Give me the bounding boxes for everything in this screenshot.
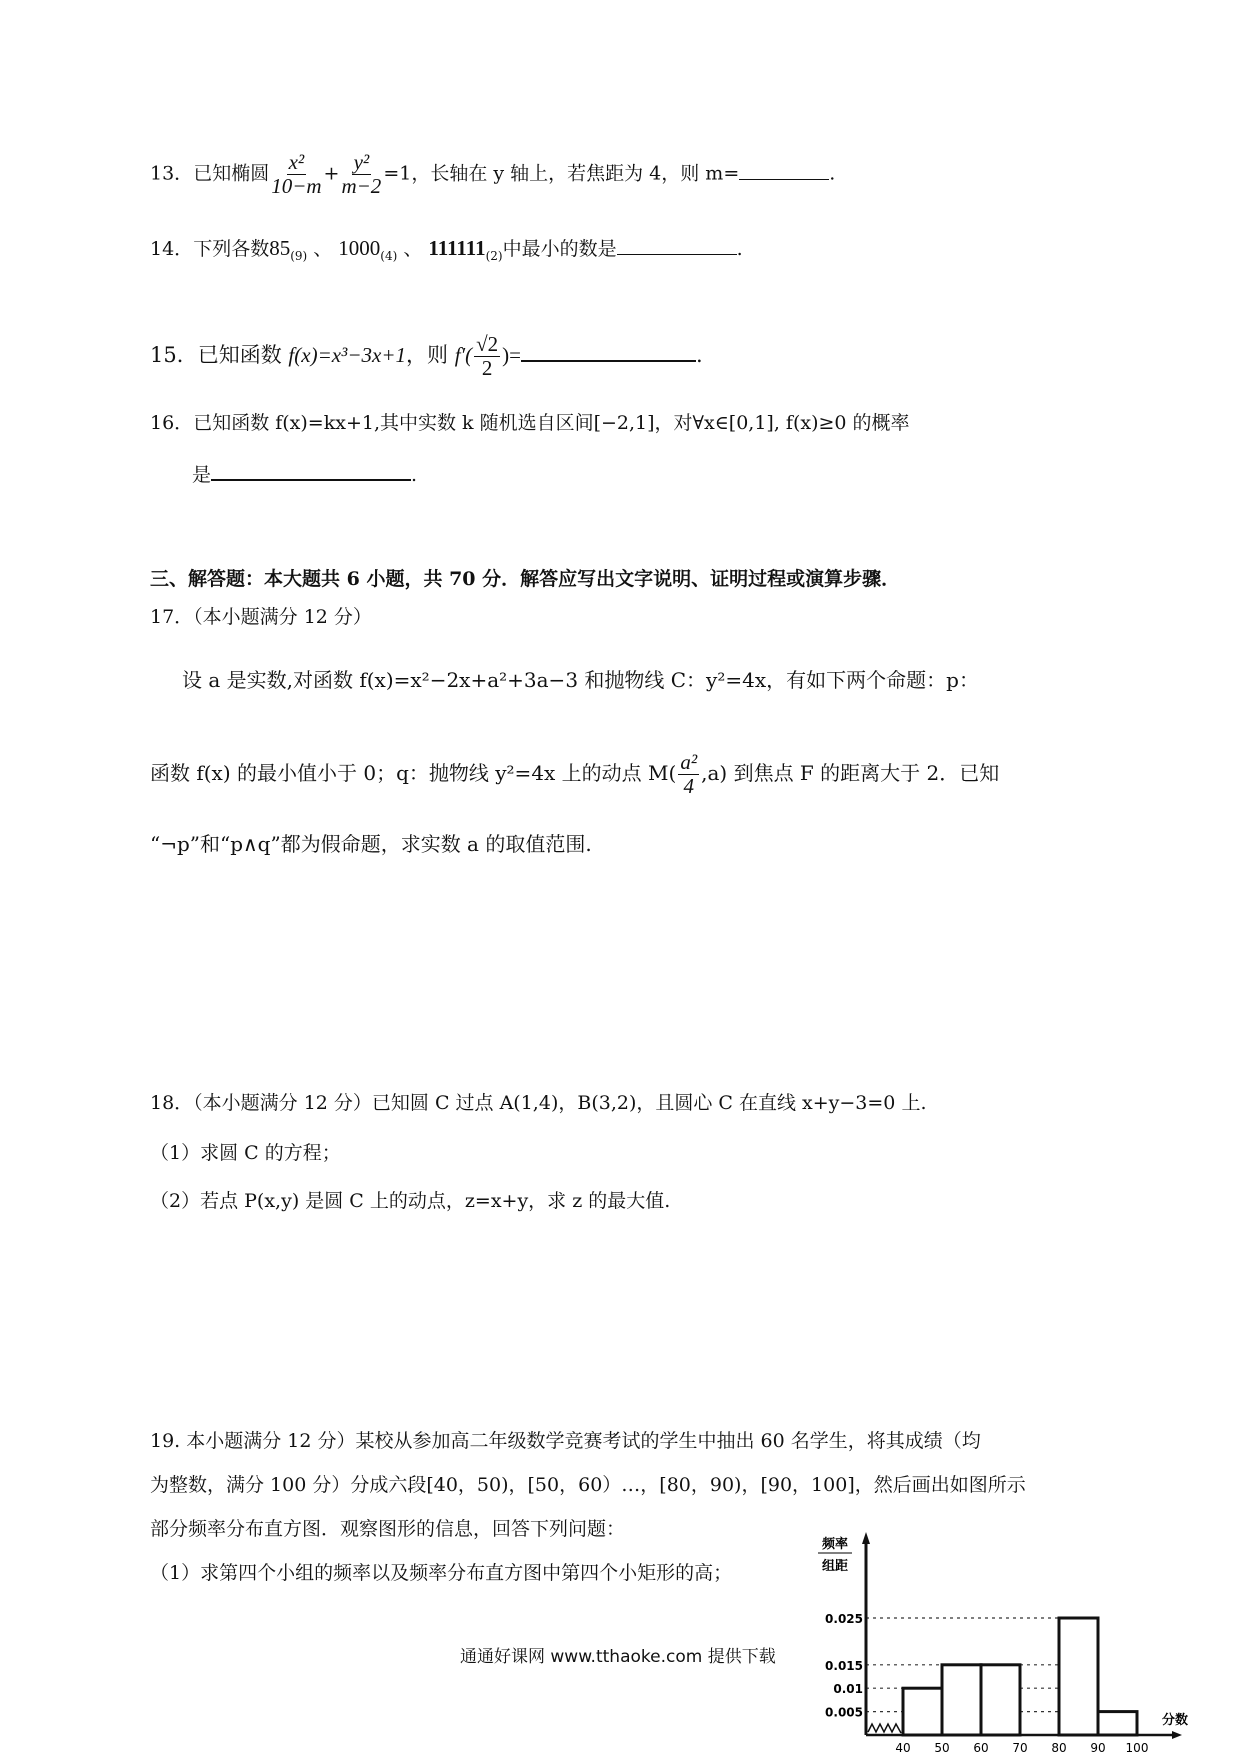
question-17-line3: “¬p”和“p∧q”都为假命题，求实数 a 的取值范围. bbox=[150, 832, 592, 856]
x-label: 分数 bbox=[1162, 1713, 1189, 1728]
period: . bbox=[829, 162, 836, 185]
denominator: 2 bbox=[481, 356, 493, 380]
x-tick-label: 60 bbox=[973, 1741, 989, 1754]
y-axis-arrow bbox=[862, 1532, 870, 1544]
y-label-top: 频率 bbox=[821, 1537, 849, 1552]
q-text: 已知椭圆 bbox=[193, 162, 270, 185]
formula: )= bbox=[502, 343, 521, 367]
q-text: 已知函数 f(x)=kx+1,其中实数 k 随机选自区间[−2,1]，对∀x∈[0,1], f(x)≥0 的概率 bbox=[193, 412, 910, 434]
base: (4) bbox=[380, 248, 398, 263]
question-17-header: 17．（本小题满分 12 分） bbox=[150, 606, 372, 628]
fraction bbox=[678, 752, 699, 797]
question-16-line2 bbox=[192, 466, 417, 485]
question-18-part1: （1）求圆 C 的方程； bbox=[150, 1142, 341, 1164]
x-axis-arrow bbox=[1172, 1731, 1182, 1739]
section-heading: 三、解答题：本大题共 6 小题，共 70 分．解答应写出文字说明、证明过程或演算步骤． bbox=[150, 568, 901, 590]
q-text: 已知函数 bbox=[197, 343, 282, 367]
histogram-bar bbox=[1059, 1618, 1098, 1735]
x-tick-label: 80 bbox=[1051, 1741, 1067, 1754]
q-text: ，则 bbox=[406, 343, 449, 367]
answer-blank[interactable] bbox=[617, 254, 737, 255]
base: (9) bbox=[290, 248, 308, 263]
x-tick-label: 50 bbox=[934, 1741, 950, 1754]
y-tick-label: 0.005 bbox=[825, 1705, 863, 1720]
question-15 bbox=[150, 334, 703, 379]
fraction bbox=[474, 334, 500, 379]
answer-blank[interactable] bbox=[521, 360, 696, 362]
sep: 、 bbox=[397, 238, 423, 260]
histogram-bar bbox=[981, 1665, 1020, 1735]
number: 1000 bbox=[338, 236, 381, 260]
fraction bbox=[271, 152, 321, 197]
y-tick-label: 0.01 bbox=[833, 1682, 863, 1697]
fraction bbox=[341, 152, 381, 197]
y-label-bottom: 组距 bbox=[821, 1559, 849, 1574]
histogram-bar bbox=[903, 1688, 942, 1735]
q-text: 下列各数 bbox=[193, 238, 270, 260]
question-19-line3: 部分频率分布直方图．观察图形的信息，回答下列问题： bbox=[150, 1518, 626, 1540]
q-number: 14． bbox=[150, 238, 194, 260]
question-13 bbox=[150, 152, 835, 197]
question-17-line2 bbox=[150, 752, 999, 797]
question-18-part2: （2）若点 P(x,y) 是圆 C 上的动点，z=x+y，求 z 的最大值. bbox=[150, 1190, 671, 1212]
question-16 bbox=[150, 414, 910, 433]
plus: + bbox=[323, 162, 340, 185]
histogram-chart bbox=[780, 1520, 1240, 1754]
y-tick-label: 0.015 bbox=[825, 1658, 863, 1673]
q-number: 13． bbox=[150, 162, 194, 185]
denominator: m−2 bbox=[341, 174, 382, 198]
axis-break-zigzag bbox=[868, 1724, 901, 1733]
denominator: 10−m bbox=[271, 174, 322, 198]
period: . bbox=[411, 464, 418, 486]
answer-blank[interactable] bbox=[211, 479, 411, 481]
q-text: =1，长轴在 y 轴上，若焦距为 4，则 m= bbox=[383, 162, 740, 185]
q-number: 15． bbox=[150, 343, 198, 367]
footer-watermark: 通通好课网 www.tthaoke.com 提供下载 bbox=[460, 1647, 776, 1667]
formula: f(x)=x³−3x+1 bbox=[288, 343, 407, 367]
q-text: 函数 f(x) 的最小值小于 0；q：抛物线 y²=4x 上的动点 M( bbox=[150, 761, 677, 785]
answer-blank[interactable] bbox=[739, 179, 829, 180]
x-tick-label: 90 bbox=[1090, 1741, 1106, 1754]
x-tick-label: 100 bbox=[1125, 1741, 1149, 1754]
q-text: 是 bbox=[192, 464, 212, 486]
base: (2) bbox=[485, 248, 503, 263]
numerator: √2 bbox=[476, 332, 499, 356]
question-19-line1: 19. 本小题满分 12 分）某校从参加高二年级数学竞赛考试的学生中抽出 60 名学生，将其成绩（均 bbox=[150, 1430, 981, 1452]
question-19-part1: （1）求第四个小组的频率以及频率分布直方图中第四个小矩形的高； bbox=[150, 1562, 733, 1584]
numerator: y² bbox=[353, 150, 370, 174]
histogram-bar bbox=[942, 1665, 981, 1735]
question-17-line1: 设 a 是实数,对函数 f(x)=x²−2x+a²+3a−3 和抛物线 C：y²=4x，有如下两个命题：p： bbox=[182, 668, 979, 692]
number: 85 bbox=[269, 236, 291, 260]
question-18-header: 18．（本小题满分 12 分）已知圆 C 过点 A(1,4)，B(3,2)，且圆心 C 在直线 x+y−3=0 上. bbox=[150, 1092, 927, 1114]
formula: f′( bbox=[454, 343, 473, 367]
q-number: 16． bbox=[150, 412, 194, 434]
numerator: x² bbox=[288, 150, 305, 174]
y-tick-label: 0.025 bbox=[825, 1612, 863, 1626]
histogram-bar bbox=[1098, 1712, 1137, 1735]
period: . bbox=[736, 238, 743, 260]
question-19-line2: 为整数，满分 100 分）分成六段[40，50)，[50，60）…，[80，90)，[90，100]，然后画出如图所示 bbox=[150, 1474, 1026, 1496]
period: . bbox=[696, 343, 703, 367]
numerator: a² bbox=[680, 750, 698, 774]
number: 111111 bbox=[428, 236, 486, 260]
sep: 、 bbox=[307, 238, 333, 260]
q-text: ,a) 到焦点 F 的距离大于 2．已知 bbox=[701, 761, 1000, 785]
question-14 bbox=[150, 238, 743, 262]
x-tick-label: 40 bbox=[895, 1741, 911, 1754]
denominator: 4 bbox=[683, 774, 694, 798]
q-text: 中最小的数是 bbox=[502, 238, 617, 260]
x-tick-label: 70 bbox=[1012, 1741, 1028, 1754]
